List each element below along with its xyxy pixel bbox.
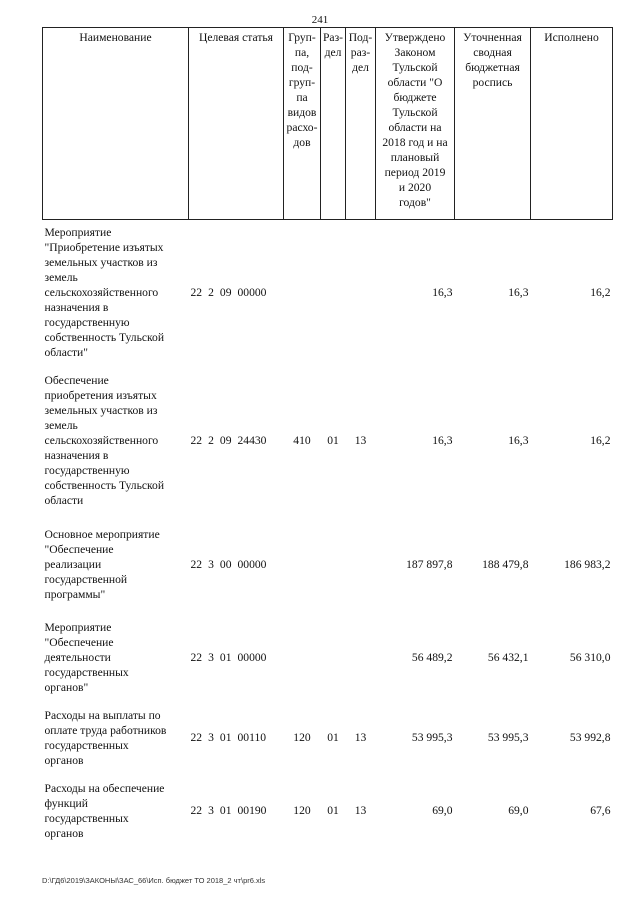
target-article-segment: 22 [190, 731, 203, 744]
header-approved: Утверждено Законом Тульской области "О бюджете Тульской области на 2018 год и на плановый период 2019 и 2020 годов" [376, 28, 455, 220]
row-section: 01 [327, 804, 339, 817]
row-executed: 16,2 [590, 286, 611, 300]
row-group: 120 [293, 731, 311, 744]
target-article-segment: 24430 [237, 434, 267, 447]
target-article-segment: 2 [208, 286, 214, 300]
target-article-segment: 01 [219, 804, 232, 817]
row-name: Мероприятие "Обеспечение деятельности государственных органов" [44, 621, 129, 694]
row-refined: 16,3 [508, 434, 529, 447]
target-article-segment: 00190 [237, 804, 267, 817]
row-approved: 56 489,2 [411, 651, 453, 664]
row-refined: 188 479,8 [482, 558, 529, 571]
row-target-article [189, 516, 284, 614]
row-executed: 186 983,2 [564, 558, 611, 571]
table-row [43, 516, 613, 614]
row-group [284, 614, 321, 702]
row-section [321, 614, 346, 702]
row-group: 410 [293, 434, 311, 447]
target-article-segment: 3 [208, 558, 214, 571]
row-target-article [189, 220, 284, 366]
target-article-segment: 09 [219, 434, 232, 447]
row-refined: 53 995,3 [487, 731, 529, 744]
page-number: 241 [311, 14, 329, 26]
row-approved: 69,0 [432, 804, 453, 817]
row-executed: 67,6 [590, 804, 611, 817]
header-row [43, 28, 613, 220]
target-article-segment: 09 [219, 286, 232, 300]
target-article-segment: 22 [190, 804, 203, 817]
row-section [321, 220, 346, 366]
target-article-segment: 3 [208, 804, 214, 817]
table-row [43, 702, 613, 774]
header-group: Груп- па, под- груп- па видов расхо- дов [284, 28, 321, 220]
target-article-segment: 00 [219, 558, 232, 571]
table-row [43, 774, 613, 848]
row-refined: 69,0 [508, 804, 529, 817]
row-refined: 16,3 [508, 286, 529, 300]
target-article-segment: 00000 [237, 651, 267, 664]
row-subsection [346, 614, 376, 702]
target-article-segment: 3 [208, 731, 214, 744]
target-article-segment: 22 [190, 286, 203, 300]
target-article-segment: 3 [208, 651, 214, 664]
row-subsection: 13 [354, 434, 367, 447]
target-article-segment: 01 [219, 731, 232, 744]
row-executed: 53 992,8 [569, 731, 611, 744]
header-name: Наименование [43, 28, 189, 220]
row-target-article [189, 614, 284, 702]
target-article-segment: 2 [208, 434, 214, 447]
row-name: Обеспечение приобретения изъятых земельных участков из земель сельскохозяйственного назначения в государственную собственность Тульской области [44, 374, 165, 507]
budget-table [42, 27, 613, 848]
row-subsection [346, 220, 376, 366]
row-approved: 16,3 [432, 434, 453, 447]
row-section: 01 [327, 731, 339, 744]
row-name: Основное мероприятие "Обеспечение реализации государственной программы" [44, 528, 160, 601]
target-article-segment: 22 [190, 558, 203, 571]
footer-file-path: D:\ГД6\2019\ЗАКОНЫ\ЗАС_66\Исп. бюджет ТО 2018_2 чт\pr6.xls [42, 876, 266, 885]
target-article-segment: 01 [219, 651, 232, 664]
row-refined: 56 432,1 [487, 651, 529, 664]
table-row [43, 614, 613, 702]
table-row [43, 366, 613, 516]
row-name: Мероприятие "Приобретение изъятых земельных участков из земель сельскохозяйственного назначения в государственную собственность Тульской области" [44, 226, 165, 360]
target-article-segment: 00110 [237, 731, 267, 744]
table-row [43, 220, 613, 366]
row-subsection: 13 [354, 804, 367, 817]
header-executed: Исполнено [531, 28, 613, 220]
header-subsection: Под- раз- дел [346, 28, 376, 220]
row-name: Расходы на обеспечение функций государственных органов [44, 781, 165, 840]
row-section: 01 [327, 434, 339, 447]
row-subsection: 13 [354, 731, 367, 744]
row-target-article [189, 702, 284, 774]
row-target-article [189, 774, 284, 848]
target-article-segment: 00000 [237, 558, 267, 571]
header-section: Раз- дел [321, 28, 346, 220]
target-article-segment: 22 [190, 651, 203, 664]
row-subsection [346, 516, 376, 614]
row-approved: 187 897,8 [406, 558, 453, 571]
row-name: Расходы на выплаты по оплате труда работников государственных органов [44, 708, 167, 767]
target-article-segment: 00000 [237, 286, 267, 300]
row-group [284, 220, 321, 366]
row-section [321, 516, 346, 614]
row-approved: 53 995,3 [411, 731, 453, 744]
row-group [284, 516, 321, 614]
header-refined: Уточненная сводная бюджетная роспись [455, 28, 531, 220]
row-executed: 16,2 [590, 434, 611, 447]
target-article-segment: 22 [190, 434, 203, 447]
header-target-article: Целевая статья [189, 28, 284, 220]
row-approved: 16,3 [432, 286, 453, 300]
row-executed: 56 310,0 [569, 651, 611, 664]
row-target-article [189, 366, 284, 516]
row-group: 120 [293, 804, 311, 817]
